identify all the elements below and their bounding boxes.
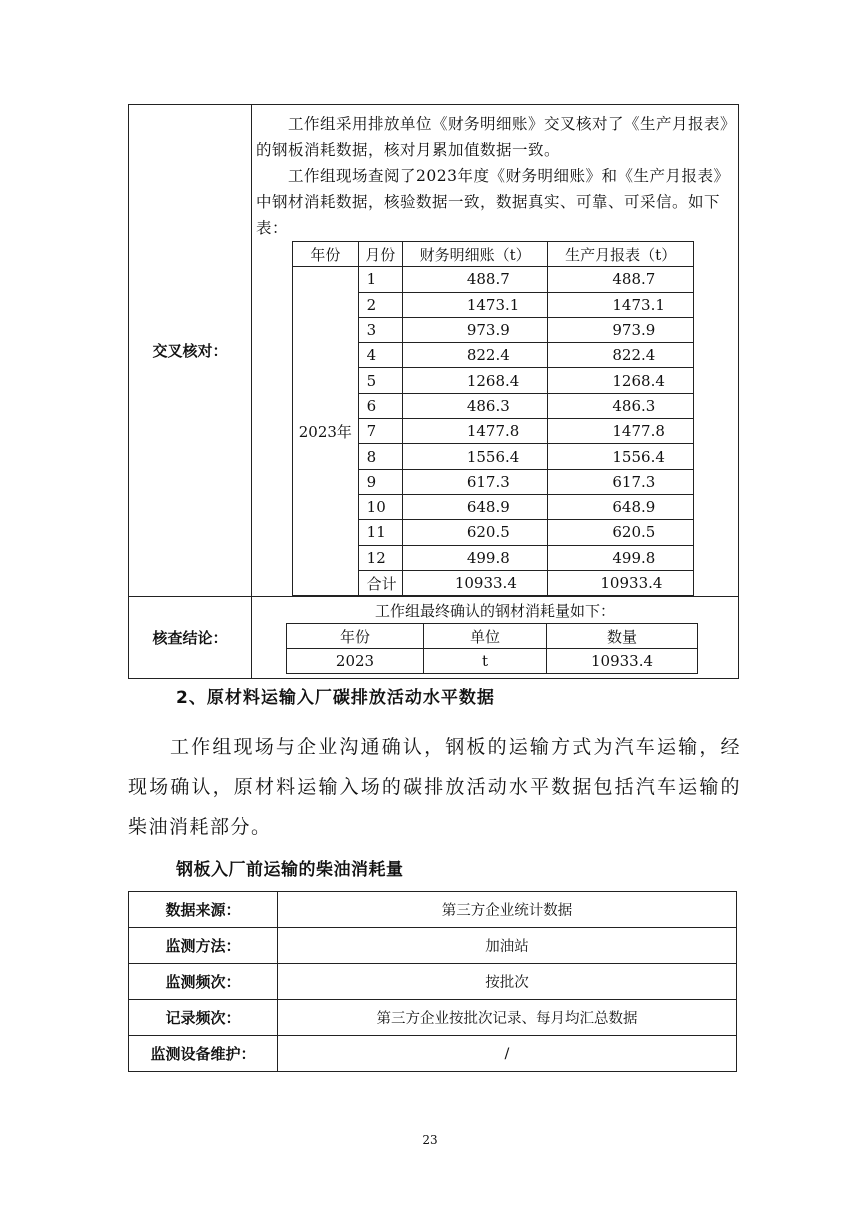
cross-check-table [128,104,739,679]
cell-finance: 822.4 [402,343,548,368]
cell-production: 486.3 [548,393,694,418]
cell-year: 2023年 [293,267,359,596]
cell-month: 2 [358,292,402,317]
conclusion-table [286,623,698,674]
table-row [129,892,737,928]
cell-month: 8 [358,444,402,469]
cell-finance: 617.3 [402,469,548,494]
cell-finance: 1473.1 [402,292,548,317]
cell-finance: 1268.4 [402,368,548,393]
cell-production: 1268.4 [548,368,694,393]
conclusion-label: 核查结论： [129,597,252,679]
body-paragraph: 工作组现场与企业沟通确认，钢板的运输方式为汽车运输，经现场确认，原材料运输入场的碳排放活动水平数据包括汽车运输的柴油消耗部分。 [128,736,741,838]
info-value: 第三方企业统计数据 [278,892,737,928]
cell-production: 499.8 [548,545,694,570]
info-value: 第三方企业按批次记录、每月均汇总数据 [278,1000,737,1036]
header-year: 年份 [293,242,359,267]
cell-production: 1556.4 [548,444,694,469]
monthly-consumption-table [292,241,694,596]
info-value: 按批次 [278,964,737,1000]
cell-total-finance: 10933.4 [402,570,548,595]
cross-check-content [252,105,739,597]
info-value: 加油站 [278,928,737,964]
section-heading: 2、原材料运输入厂碳排放活动水平数据 [176,688,495,708]
info-key: 监测设备维护： [129,1036,278,1072]
conclusion-content [252,597,739,679]
cell-month: 11 [358,520,402,545]
cell-month: 12 [358,545,402,570]
cell-production: 648.9 [548,494,694,519]
cell-production: 620.5 [548,520,694,545]
cell-unit: t [424,649,547,674]
table-row [287,649,698,674]
cell-month: 9 [358,469,402,494]
cross-check-para2: 工作组现场查阅了2023年度《财务明细账》和《生产月报表》中钢材消耗数据，核验数据一致，数据真实、可靠、可采信。如下表： [256,167,730,237]
info-key: 监测方法： [129,928,278,964]
cell-finance: 1477.8 [402,419,548,444]
header-finance: 财务明细账（t） [402,242,548,267]
cell-production: 973.9 [548,317,694,342]
cell-month: 6 [358,393,402,418]
table-row [129,1000,737,1036]
info-value: / [278,1036,737,1072]
cell-month: 3 [358,317,402,342]
cell-year: 2023 [287,649,424,674]
cell-finance: 488.7 [402,267,548,292]
table-row [129,1036,737,1072]
sub-heading: 钢板入厂前运输的柴油消耗量 [176,860,404,880]
cell-total-label: 合计 [358,570,402,595]
cross-check-label: 交叉核对： [129,105,252,597]
cell-finance: 486.3 [402,393,548,418]
header-quantity: 数量 [547,624,698,649]
info-key: 记录频次： [129,1000,278,1036]
cross-check-para1: 工作组采用排放单位《财务明细账》交叉核对了《生产月报表》的钢板消耗数据，核对月累加值数据一致。 [256,115,729,159]
cell-quantity: 10933.4 [547,649,698,674]
table-row [293,267,694,292]
cell-month: 4 [358,343,402,368]
info-key: 监测频次： [129,964,278,1000]
conclusion-intro: 工作组最终确认的钢材消耗量如下： [374,602,615,621]
cell-finance: 1556.4 [402,444,548,469]
header-month: 月份 [358,242,402,267]
cell-production: 1473.1 [548,292,694,317]
cell-production: 488.7 [548,267,694,292]
cell-production: 617.3 [548,469,694,494]
info-key: 数据来源： [129,892,278,928]
table-row [129,964,737,1000]
cell-production: 1477.8 [548,419,694,444]
header-production: 生产月报表（t） [548,242,694,267]
page-number: 23 [422,1133,438,1147]
cell-total-production: 10933.4 [548,570,694,595]
cell-production: 822.4 [548,343,694,368]
cell-month: 1 [358,267,402,292]
cell-finance: 973.9 [402,317,548,342]
cell-month: 5 [358,368,402,393]
cell-finance: 648.9 [402,494,548,519]
cell-finance: 499.8 [402,545,548,570]
cell-finance: 620.5 [402,520,548,545]
table-header-row [293,242,694,267]
diesel-info-table [128,891,737,1072]
header-year: 年份 [287,624,424,649]
header-unit: 单位 [424,624,547,649]
cell-month: 10 [358,494,402,519]
table-header-row [287,624,698,649]
cell-month: 7 [358,419,402,444]
table-row [129,928,737,964]
